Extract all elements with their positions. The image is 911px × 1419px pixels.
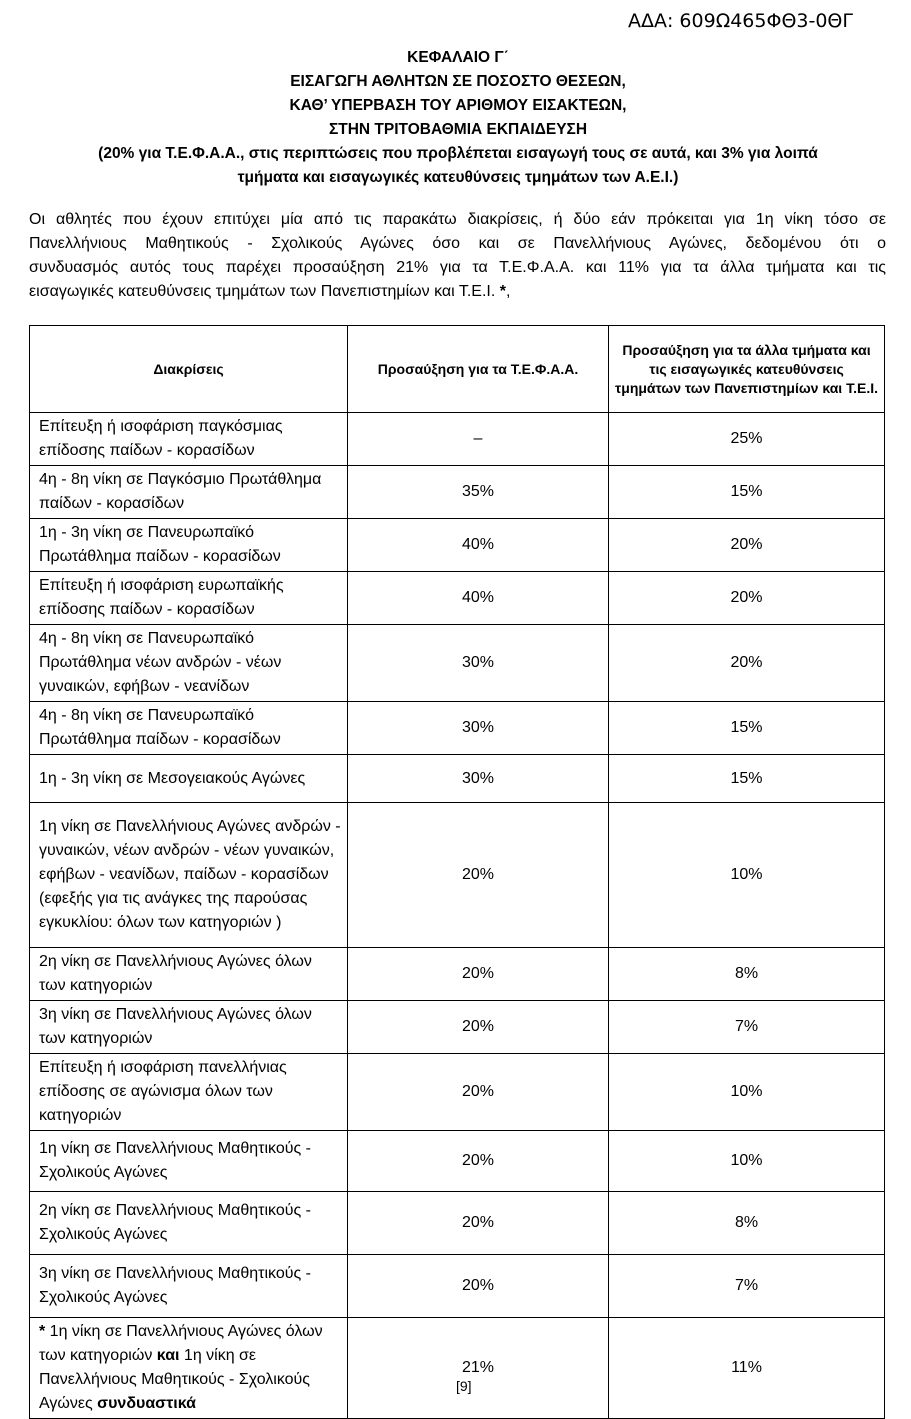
row-other-value: 7%	[609, 1001, 885, 1054]
page-number: [9]	[456, 1378, 472, 1394]
table-row	[30, 803, 885, 948]
row-other-value: 15%	[609, 755, 885, 803]
table-row	[30, 1192, 885, 1255]
heading-line: ΚΑΘ’ ΥΠΕΡΒΑΣΗ ΤΟΥ ΑΡΙΘΜΟΥ ΕΙΣΑΚΤΕΩΝ,	[289, 97, 627, 114]
row-tefaa-value: 20%	[348, 1001, 609, 1054]
intro-line	[29, 280, 886, 304]
row-other-value: 25%	[609, 413, 885, 466]
intro-comma: ,	[506, 283, 511, 300]
table-row	[30, 413, 885, 466]
intro-line: Πανελλήνιους Μαθητικούς - Σχολικούς Αγώνες όσο και σε Πανελλήνιους Αγώνες, δεδομένου ότι ο	[29, 235, 886, 252]
row-tefaa-value: 20%	[348, 1255, 609, 1318]
row-description: 2η νίκη σε Πανελλήνιους Μαθητικούς - Σχολικούς Αγώνες	[30, 1192, 348, 1255]
row-description: 3η νίκη σε Πανελλήνιους Μαθητικούς - Σχολικούς Αγώνες	[30, 1255, 348, 1318]
chapter-heading	[40, 46, 876, 190]
row-tefaa-value: 20%	[348, 1054, 609, 1131]
combined-jointly: συνδυαστικά	[97, 1395, 196, 1412]
table-row	[30, 1001, 885, 1054]
row-other-value: 11%	[609, 1318, 885, 1419]
header-distinctions: Διακρίσεις	[30, 326, 348, 413]
row-other-value: 15%	[609, 702, 885, 755]
combined-text: 1η νίκη σε Πανελλήνιους Αγώνες όλων των κατηγοριών	[39, 1323, 323, 1364]
row-tefaa-value: 20%	[348, 803, 609, 948]
bonus-table	[29, 325, 885, 1419]
row-other-value: 10%	[609, 1131, 885, 1192]
row-tefaa-value: 40%	[348, 519, 609, 572]
heading-line: ΣΤΗΝ ΤΡΙΤΟΒΑΘΜΙΑ ΕΚΠΑΙΔΕΥΣΗ	[328, 121, 588, 138]
chapter-title: ΚΕΦΑΛΑΙΟ Γ΄	[407, 49, 509, 66]
table-row	[30, 466, 885, 519]
row-tefaa-value: 20%	[348, 1131, 609, 1192]
row-description: Επίτευξη ή ισοφάριση παγκόσμιας επίδοσης παίδων - κορασίδων	[30, 413, 348, 466]
heading-line: ΕΙΣΑΓΩΓΗ ΑΘΛΗΤΩΝ ΣΕ ΠΟΣΟΣΤΟ ΘΕΣΕΩΝ,	[290, 73, 626, 90]
heading-note: (20% για Τ.Ε.Φ.Α.Α., στις περιπτώσεις που προβλέπεται εισαγωγή τους σε αυτά, και 3% για λοιπά	[98, 145, 818, 162]
asterisk-mark: *	[39, 1323, 46, 1340]
heading-note: τμήματα και εισαγωγικές κατευθύνσεις τμημάτων των Α.Ε.Ι.)	[237, 169, 679, 186]
row-tefaa-value: 30%	[348, 702, 609, 755]
table-header-row	[30, 326, 885, 413]
table-row	[30, 572, 885, 625]
table-row-combined	[30, 1318, 885, 1419]
row-description	[30, 1318, 348, 1419]
row-other-value: 20%	[609, 625, 885, 702]
table-row	[30, 702, 885, 755]
row-description: 4η - 8η νίκη σε Πανευρωπαϊκό Πρωτάθλημα παίδων - κορασίδων	[30, 702, 348, 755]
row-description: 2η νίκη σε Πανελλήνιους Αγώνες όλων των κατηγοριών	[30, 948, 348, 1001]
row-description: Επίτευξη ή ισοφάριση πανελλήνιας επίδοσης σε αγώνισμα όλων των κατηγοριών	[30, 1054, 348, 1131]
combined-and: και	[156, 1347, 180, 1364]
row-tefaa-value: 21%	[348, 1318, 609, 1419]
intro-text: εισαγωγικές κατευθύνσεις τμημάτων των Πανεπιστημίων και Τ.Ε.Ι.	[29, 283, 500, 300]
combined-text: 1η νίκη σε Πανελλήνιους Μαθητικούς - Σχολικούς Αγώνες	[39, 1347, 310, 1412]
row-description: 1η νίκη σε Πανελλήνιους Μαθητικούς - Σχολικούς Αγώνες	[30, 1131, 348, 1192]
row-other-value: 10%	[609, 803, 885, 948]
header-other-bonus: Προσαύξηση για τα άλλα τμήματα και τις εισαγωγικές κατευθύνσεις τμημάτων των Πανεπιστημίων και Τ.Ε.Ι.	[609, 326, 885, 413]
intro-paragraph	[29, 208, 886, 304]
row-tefaa-value: –	[348, 413, 609, 466]
row-other-value: 10%	[609, 1054, 885, 1131]
row-description: 1η - 3η νίκη σε Μεσογειακούς Αγώνες	[30, 755, 348, 803]
row-other-value: 20%	[609, 519, 885, 572]
row-tefaa-value: 20%	[348, 1192, 609, 1255]
row-description: 1η - 3η νίκη σε Πανευρωπαϊκό Πρωτάθλημα παίδων - κορασίδων	[30, 519, 348, 572]
row-description: 4η - 8η νίκη σε Πανευρωπαϊκό Πρωτάθλημα νέων ανδρών - νέων γυναικών, εφήβων - νεανίδων	[30, 625, 348, 702]
table-row	[30, 1131, 885, 1192]
row-description: 1η νίκη σε Πανελλήνιους Αγώνες ανδρών - γυναικών, νέων ανδρών - νέων γυναικών, εφήβων - νεανίδων, παίδων - κορασίδων (εφεξής για τις ανάγκες της παρούσας εγκυκλίου: όλων των κατηγοριών )	[30, 803, 348, 948]
row-other-value: 8%	[609, 948, 885, 1001]
table-row	[30, 625, 885, 702]
row-other-value: 15%	[609, 466, 885, 519]
row-tefaa-value: 20%	[348, 948, 609, 1001]
row-description: 4η - 8η νίκη σε Παγκόσμιο Πρωτάθλημα παίδων - κορασίδων	[30, 466, 348, 519]
row-tefaa-value: 30%	[348, 755, 609, 803]
intro-line: συνδυασμός αυτός τους παρέχει προσαύξηση 21% για τα Τ.Ε.Φ.Α.Α. και 11% για τα άλλα τμήματα και τις	[29, 259, 886, 276]
ada-code: ΑΔΑ: 609Ω465ΦΘ3-0ΘΓ	[628, 10, 853, 32]
table-row	[30, 519, 885, 572]
row-other-value: 7%	[609, 1255, 885, 1318]
table-row	[30, 1054, 885, 1131]
header-tefaa-bonus: Προσαύξηση για τα Τ.Ε.Φ.Α.Α.	[348, 326, 609, 413]
row-description: Επίτευξη ή ισοφάριση ευρωπαϊκής επίδοσης παίδων - κορασίδων	[30, 572, 348, 625]
row-tefaa-value: 40%	[348, 572, 609, 625]
row-tefaa-value: 35%	[348, 466, 609, 519]
row-other-value: 20%	[609, 572, 885, 625]
row-description: 3η νίκη σε Πανελλήνιους Αγώνες όλων των κατηγοριών	[30, 1001, 348, 1054]
row-other-value: 8%	[609, 1192, 885, 1255]
table-row	[30, 755, 885, 803]
asterisk-mark: *	[499, 283, 506, 300]
table-row	[30, 948, 885, 1001]
row-tefaa-value: 30%	[348, 625, 609, 702]
table-row	[30, 1255, 885, 1318]
intro-line: Οι αθλητές που έχουν επιτύχει μία από τις παρακάτω διακρίσεις, ή δύο εάν πρόκειται για 1η νίκη τόσο σε	[29, 211, 886, 228]
